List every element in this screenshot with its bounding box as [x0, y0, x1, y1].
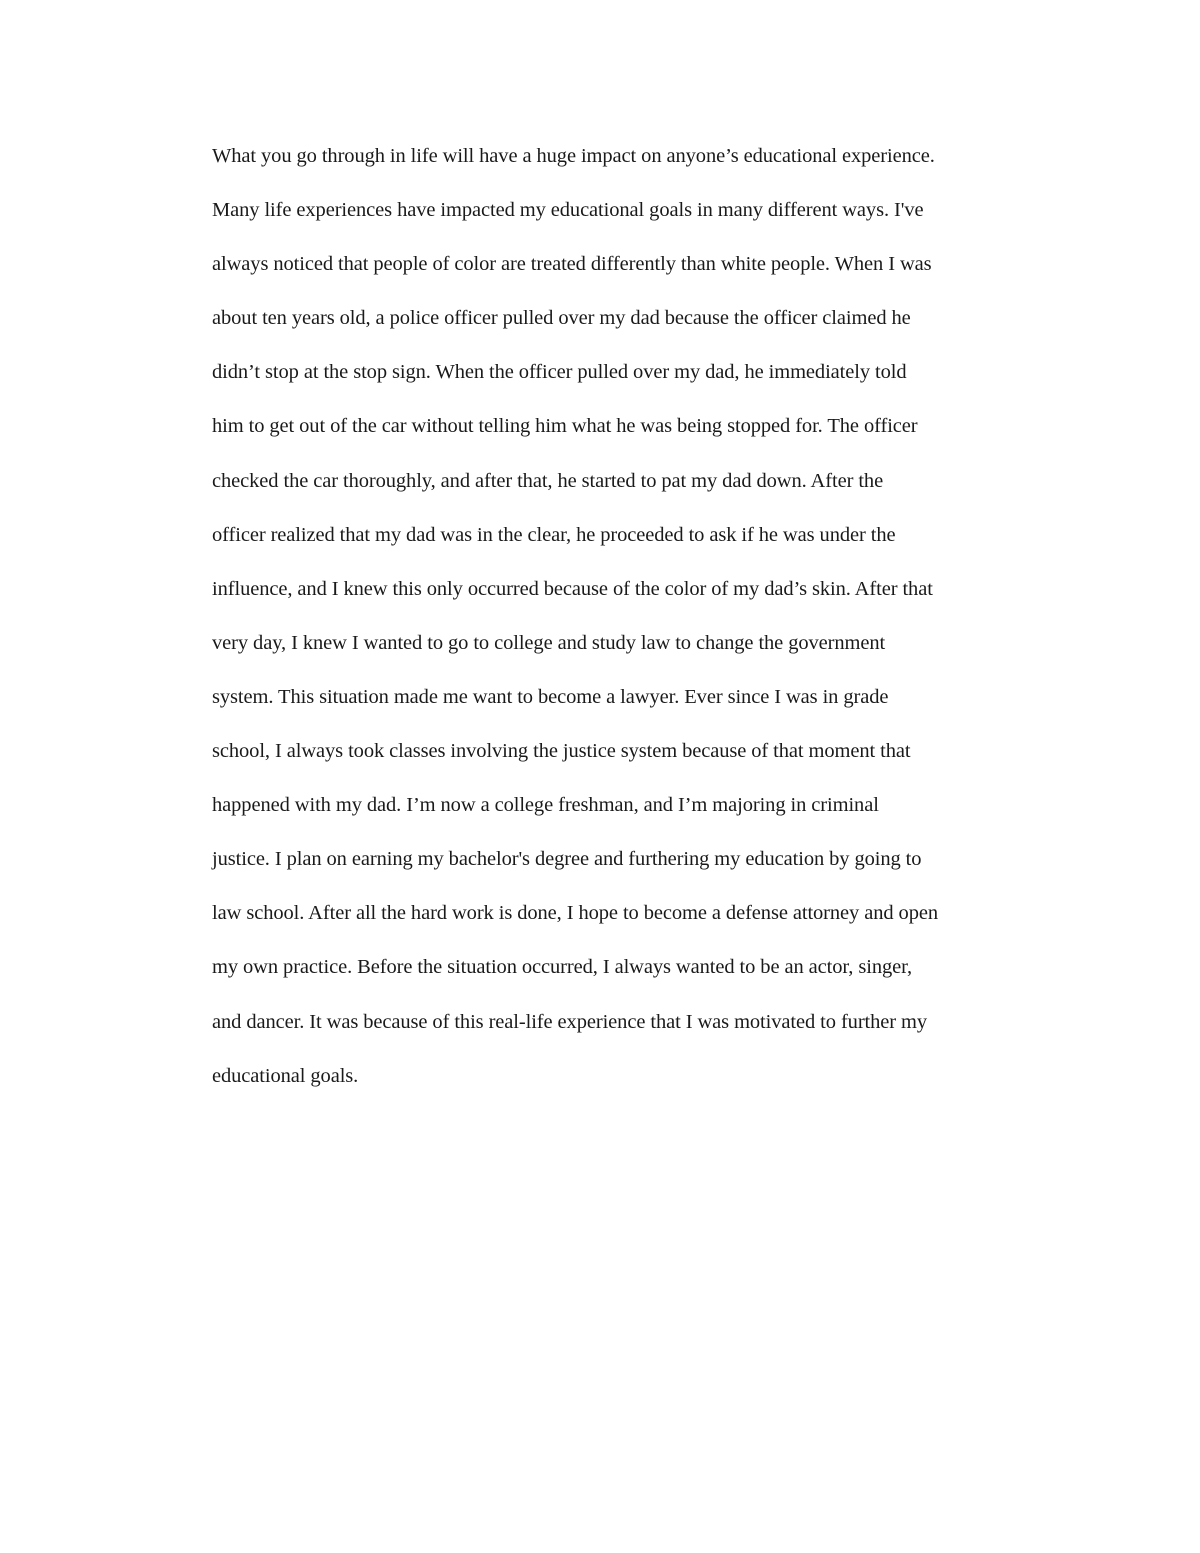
paragraph-line: very day, I knew I wanted to go to college and study law to change the government — [212, 631, 886, 654]
paragraph-line: educational goals. — [212, 1064, 359, 1087]
paragraph-line: justice. I plan on earning my bachelor's degree and furthering my education by going to — [212, 848, 922, 871]
paragraph-line: my own practice. Before the situation occurred, I always wanted to be an actor, singer, — [212, 956, 913, 979]
paragraph-line: about ten years old, a police officer pulled over my dad because the officer claimed he — [212, 307, 911, 330]
paragraph-line: Many life experiences have impacted my educational goals in many different ways. I've — [212, 199, 924, 222]
paragraph-line: and dancer. It was because of this real-life experience that I was motivated to further my — [212, 1010, 928, 1033]
paragraph-line: law school. After all the hard work is done, I hope to become a defense attorney and open — [212, 902, 939, 925]
paragraph-line: What you go through in life will have a huge impact on anyone’s educational experience. — [212, 145, 935, 167]
paragraph-line: didn’t stop at the stop sign. When the officer pulled over my dad, he immediately told — [212, 361, 907, 384]
essay-paragraph — [212, 138, 1072, 1112]
paragraph-line: officer realized that my dad was in the clear, he proceeded to ask if he was under the — [212, 523, 896, 546]
paragraph-line: system. This situation made me want to become a lawyer. Ever since I was in grade — [212, 685, 889, 708]
paragraph-line: influence, and I knew this only occurred because of the color of my dad’s skin. After that — [212, 577, 933, 600]
paragraph-line: school, I always took classes involving the justice system because of that moment that — [212, 740, 911, 763]
paragraph-line: him to get out of the car without telling him what he was being stopped for. The officer — [212, 415, 918, 438]
paragraph-line: happened with my dad. I’m now a college freshman, and I’m majoring in criminal — [212, 794, 879, 817]
paragraph-line: always noticed that people of color are treated differently than white people. When I was — [212, 253, 932, 276]
paragraph-line: checked the car thoroughly, and after that, he started to pat my dad down. After the — [212, 469, 884, 492]
